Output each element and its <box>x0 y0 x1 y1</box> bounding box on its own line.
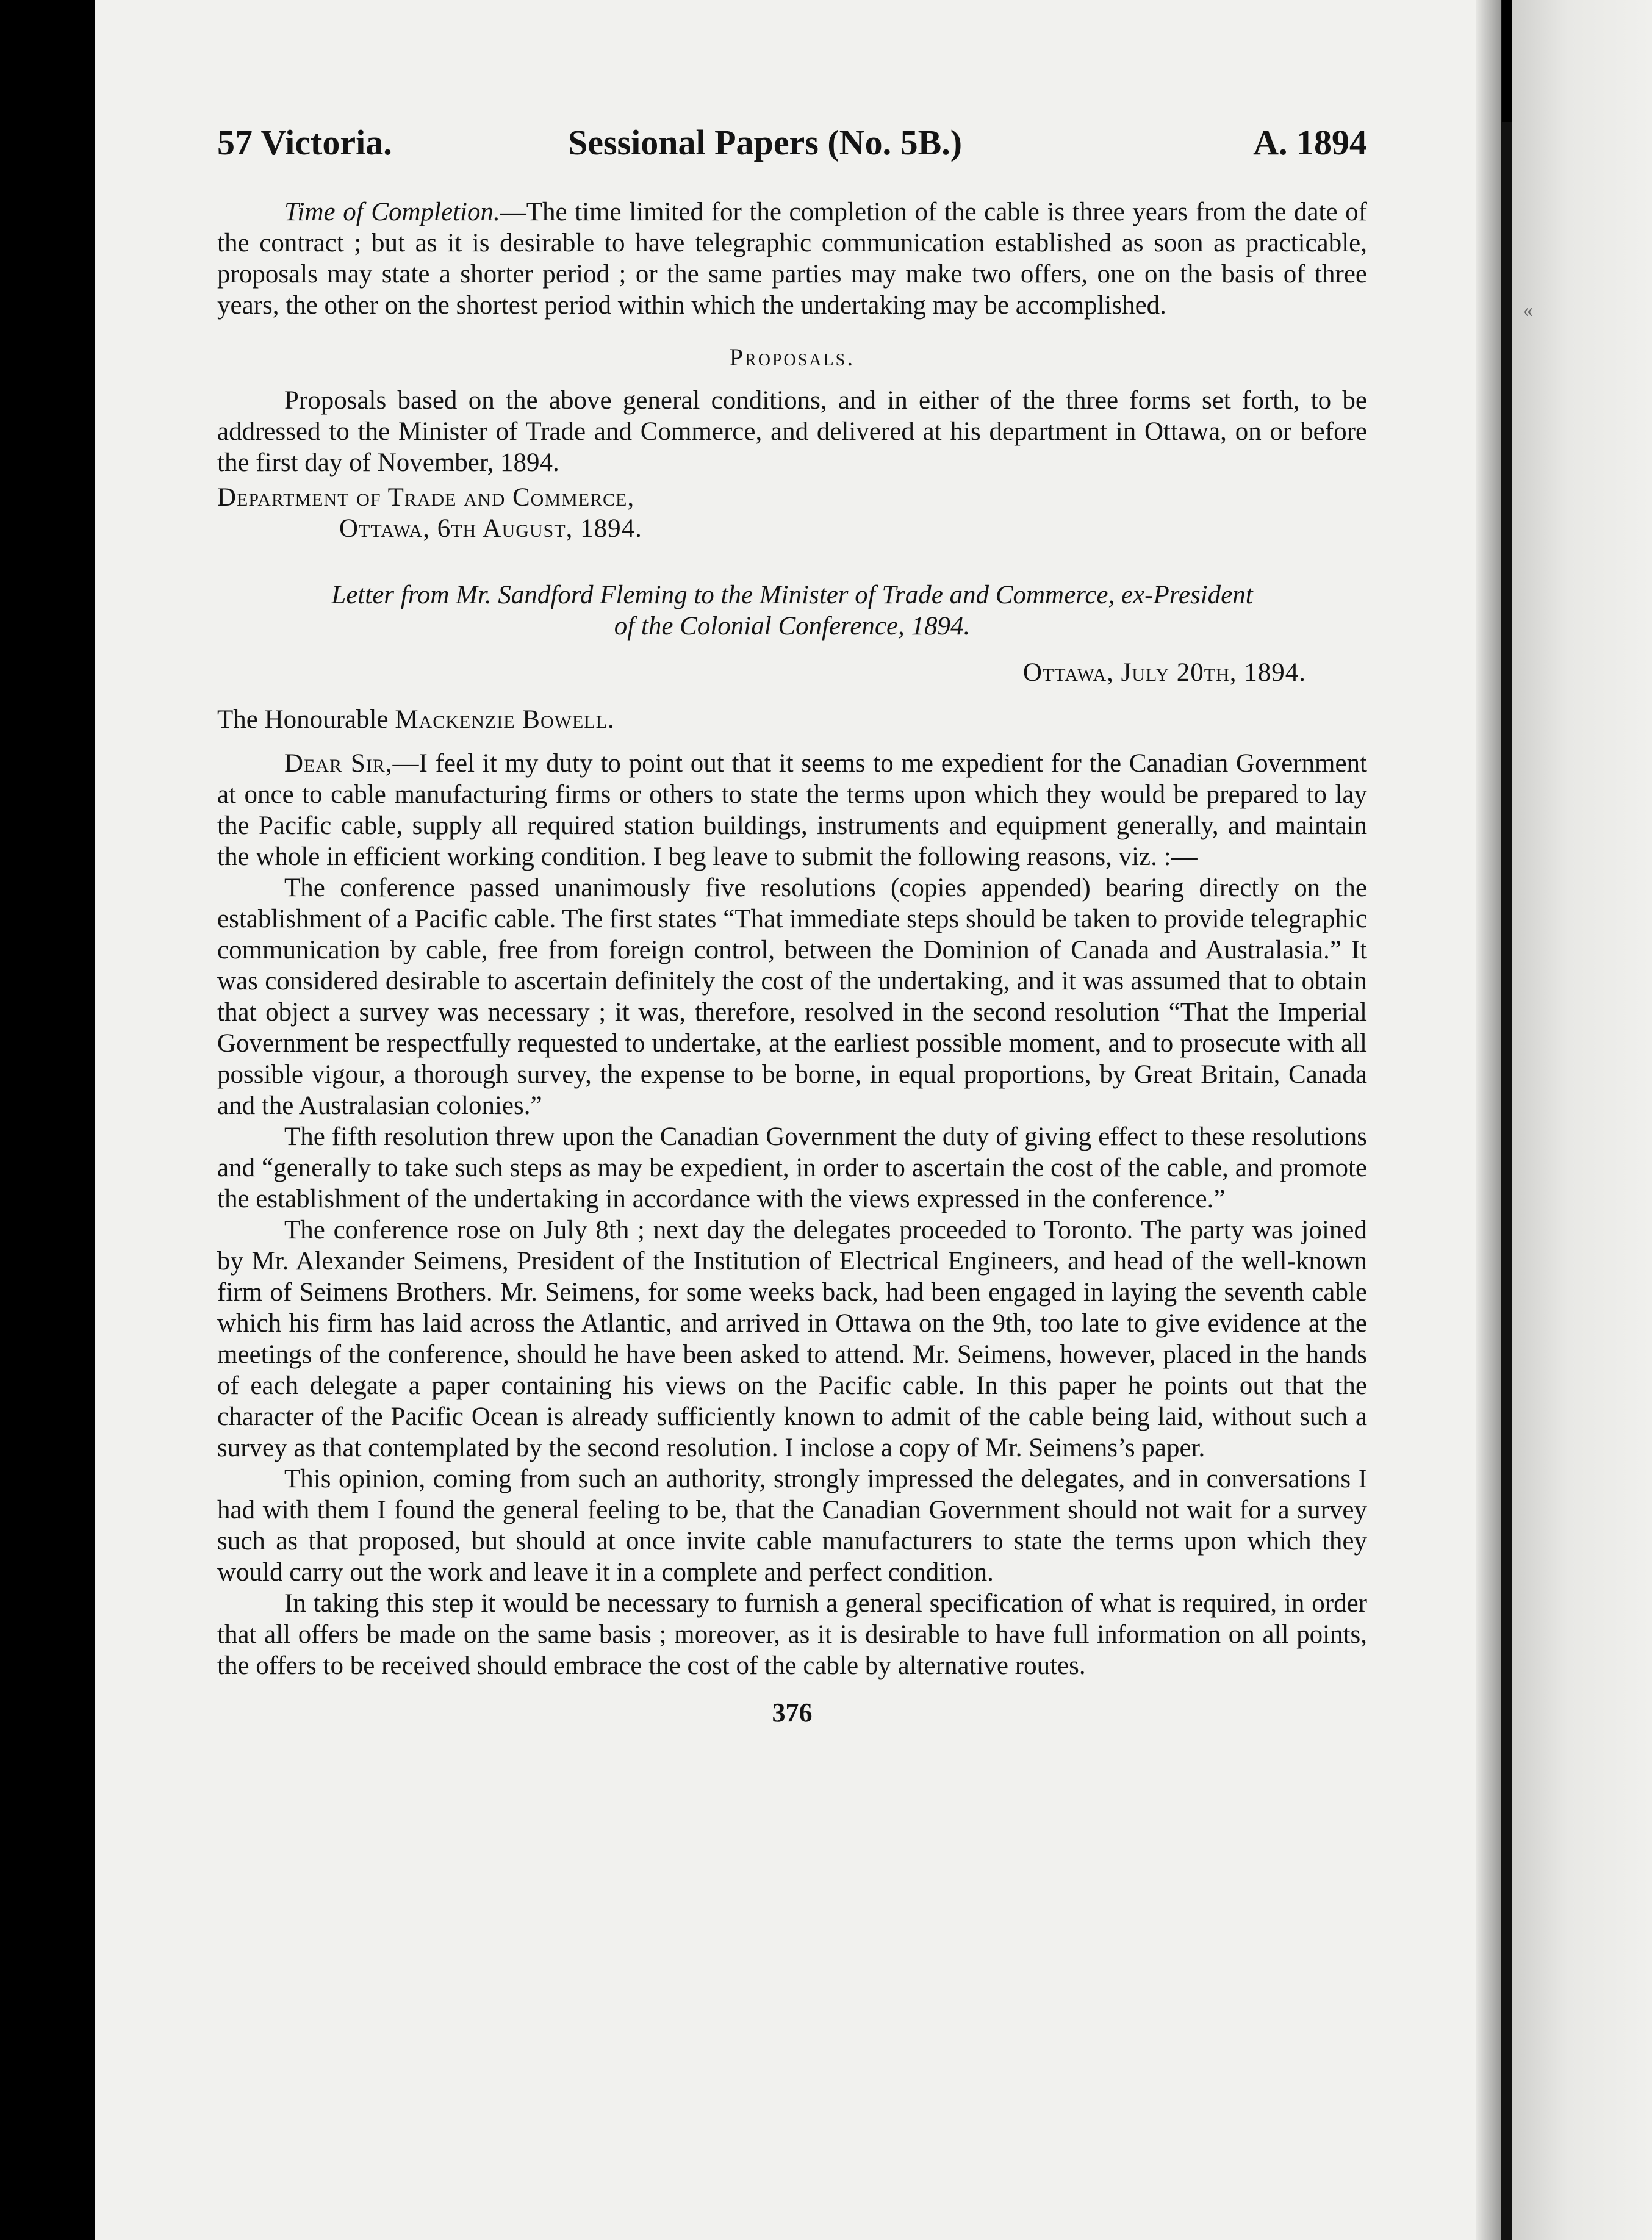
page-content <box>217 122 1367 1728</box>
binding-bar <box>1501 0 1512 2240</box>
proposals-heading: Proposals. <box>729 343 855 371</box>
salutation: Dear Sir, <box>284 749 393 778</box>
header-center: Sessional Papers (No. 5B.) <box>568 123 963 162</box>
completion-text: —The time limited for the completion of the cable is three years from the date of the contract ; but as it is desirable to have telegraphic communication established as soon as practicable, proposals may state a shorter period ; or the same parties may make two offers, one on the basis of three years, the other on the shortest period within which the undertaking may be accomplished. <box>217 198 1367 320</box>
letter-paragraph: The conference rose on July 8th ; next day the delegates proceeded to Toronto. The party was joined by Mr. Alexander Seimens, President of the Institution of Electrical Engineers, and head of the well-known firm of Seimens Brothers. Mr. Seimens, for some weeks back, had been engaged in laying the seventh cable which his firm has laid across the Atlantic, and arrived in Ottawa on the 9th, too late to give evidence at the meetings of the conference, should he have been asked to attend. Mr. Seimens, however, placed in the hands of each delegate a paper containing his views on the Pacific cable. In this paper he points out that the character of the Pacific Ocean is already sufficiently known to admit of the cable being laid, without such a survey as that contemplated by the second resolution. I inclose a copy of Mr. Seimens’s paper. <box>217 1216 1367 1462</box>
letter-paragraph: This opinion, coming from such an authority, strongly impressed the delegates, and in conversations I had with them I found the general feeling to be, that the Canadian Government should not wait for a survey such as that proposed, but should at once invite cable manufacturers to state the terms upon which they would carry out the work and leave it in a complete and perfect condition. <box>217 1465 1367 1587</box>
letter-title-line-2: of the Colonial Conference, 1894. <box>614 612 971 641</box>
department-line-1: Department of Trade and Commerce, <box>217 483 635 512</box>
proposals-paragraph: Proposals based on the above general conditions, and in either of the three forms set forth, to be addressed to the Minister of Trade and Commerce, and delivered at his department in Ottawa, on or before the first day of November, 1894. <box>217 386 1367 477</box>
letter-title-line-1: Letter from Mr. Sandford Fleming to the Minister of Trade and Commerce, ex-President <box>331 581 1253 609</box>
header-left: 57 Victoria. <box>217 123 392 162</box>
letter-paragraph <box>217 748 1367 872</box>
department-signature <box>217 482 1367 544</box>
binding-shadow <box>1476 0 1501 2240</box>
letter-title <box>217 580 1367 642</box>
letter-paragraph: The fifth resolution threw upon the Canadian Government the duty of giving effect to these resolutions and “generally to take such steps as may be expedient, in order to ascertain the cost of the cable, and promote the establishment of the undertaking in accordance with the views expressed in the conference.” <box>217 1122 1367 1213</box>
letter-paragraph: In taking this step it would be necessary to furnish a general specification of what is required, in order that all offers be made on the same basis ; moreover, as it is desirable to have full information on all points, the offers to be received should embrace the cost of the cable by alternative routes. <box>217 1589 1367 1680</box>
completion-paragraph <box>217 196 1367 321</box>
running-head <box>217 122 1367 177</box>
letter-body <box>217 748 1367 1681</box>
page-number: 376 <box>772 1698 813 1728</box>
letter-paragraph-text: —I feel it my duty to point out that it seems to me expedient for the Canadian Government at once to cable manufacturing firms or others to state the terms upon which they would be prepared to lay the Pacific cable, supply all required station buildings, instruments and equipment generally, and maintain the whole in efficient working condition. I beg leave to submit the following reasons, viz. :— <box>217 749 1367 871</box>
bleed-through-mark: « <box>1523 299 1533 321</box>
department-line-2: Ottawa, 6th August, 1894. <box>339 514 642 543</box>
completion-lead: Time of Completion. <box>284 198 500 226</box>
letter-dateline: Ottawa, July 20th, 1894. <box>1022 658 1306 687</box>
letter-addressee <box>217 705 1367 734</box>
letter-paragraph: The conference passed unanimously five resolutions (copies appended) bearing directly on the establishment of a Pacific cable. The first states “That immediate steps should be taken to provide telegraphic communication by cable, free from foreign control, between the Dominion of Canada and Australasia.” It was considered desirable to ascertain definitely the cost of the undertaking, and it was assumed that to obtain that object a survey was necessary ; it was, therefore, resolved in the second resolution “That the Imperial Government be respectfully requested to undertake, at the earliest possible moment, and to prosecute with all possible vigour, a thorough survey, the expense to be borne, in equal proportions, by Great Britain, Canada and the Australasian colonies.” <box>217 874 1367 1120</box>
binding-top-strip <box>1502 0 1512 122</box>
header-right: A. 1894 <box>1253 123 1367 162</box>
addressee-prefix: The Honourable <box>217 705 395 734</box>
addressee-name: Mackenzie Bowell. <box>395 705 615 734</box>
next-page-edge <box>1512 0 1652 2240</box>
